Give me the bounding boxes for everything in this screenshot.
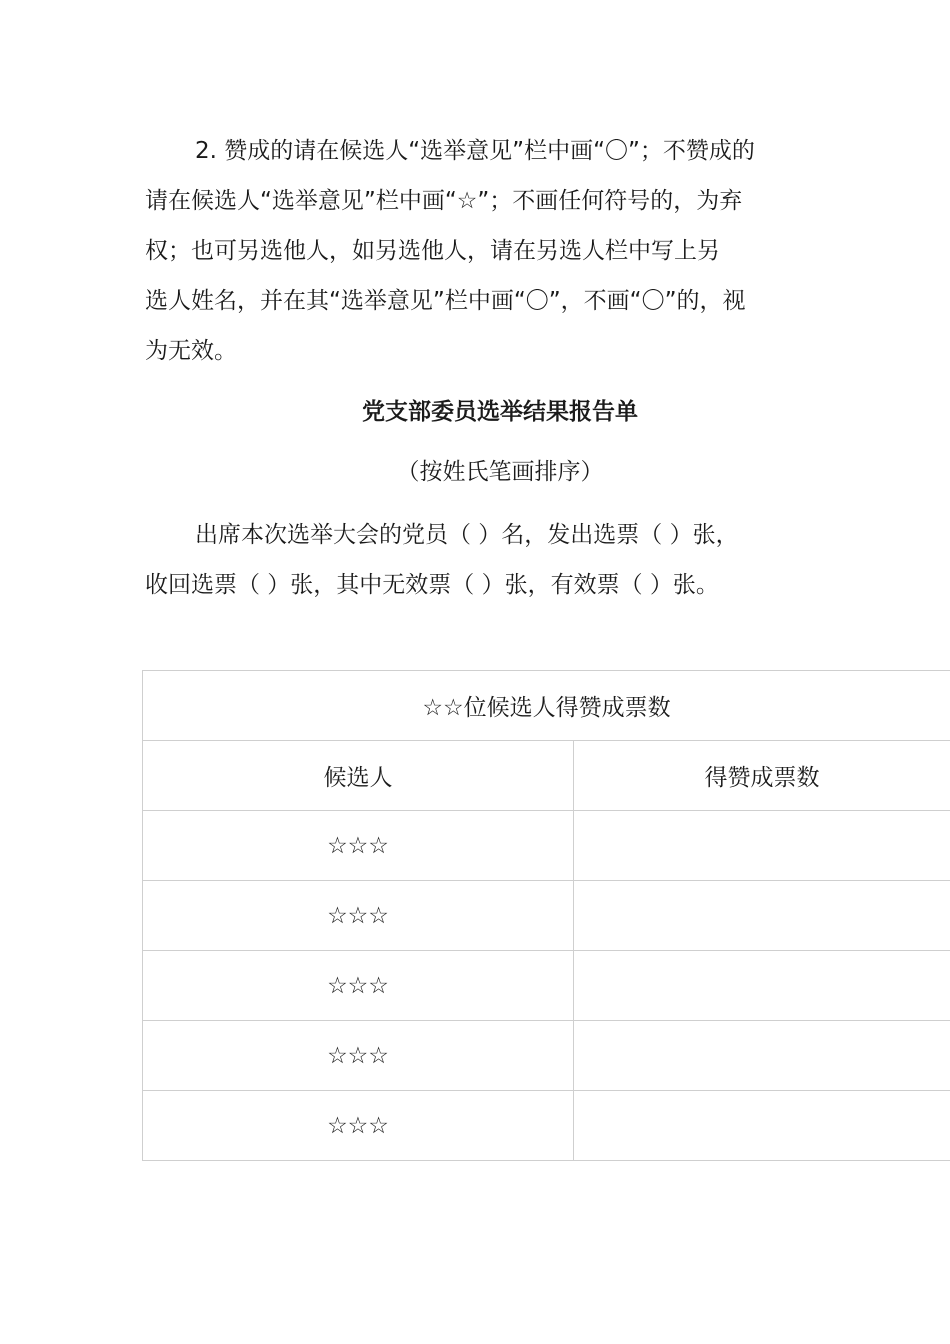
table-row bbox=[143, 1091, 950, 1161]
votes-cell[interactable] bbox=[574, 881, 950, 951]
table-caption-text: ☆☆位候选人得赞成票数 bbox=[422, 695, 671, 721]
votes-cell[interactable] bbox=[574, 1021, 950, 1091]
candidate-cell: ☆☆☆ bbox=[143, 951, 574, 1021]
instruction-line-1: 2. 赞成的请在候选人“选举意见”栏中画“〇”；不赞成的 bbox=[195, 138, 755, 164]
table-row bbox=[143, 1021, 950, 1091]
header-votes: 得赞成票数 bbox=[574, 741, 950, 811]
votes-cell[interactable] bbox=[574, 951, 950, 1021]
instruction-line-2: 请在候选人“选举意见”栏中画“☆”；不画任何符号的，为弃 bbox=[145, 188, 743, 214]
votes-cell[interactable] bbox=[574, 811, 950, 881]
table-caption bbox=[143, 671, 950, 741]
header-candidate: 候选人 bbox=[143, 741, 574, 811]
candidate-cell: ☆☆☆ bbox=[143, 1091, 574, 1161]
table-caption-row bbox=[143, 671, 950, 741]
vote-results-table bbox=[142, 670, 950, 1161]
attendance-line-1: 出席本次选举大会的党员（ ）名，发出选票（ ）张， bbox=[195, 522, 739, 548]
report-subtitle: （按姓氏笔画排序） bbox=[396, 459, 604, 485]
candidate-cell: ☆☆☆ bbox=[143, 811, 574, 881]
votes-cell[interactable] bbox=[574, 1091, 950, 1161]
candidate-cell: ☆☆☆ bbox=[143, 881, 574, 951]
instruction-line-5: 为无效。 bbox=[145, 338, 237, 364]
candidate-cell: ☆☆☆ bbox=[143, 1021, 574, 1091]
instruction-line-3: 权；也可另选他人，如另选他人，请在另选人栏中写上另 bbox=[145, 238, 720, 264]
table-row bbox=[143, 881, 950, 951]
table-row bbox=[143, 811, 950, 881]
instruction-line-4: 选人姓名，并在其“选举意见”栏中画“〇”，不画“〇”的，视 bbox=[145, 288, 746, 314]
attendance-line-2: 收回选票（ ）张，其中无效票（ ）张，有效票（ ）张。 bbox=[145, 572, 719, 598]
report-title: 党支部委员选举结果报告单 bbox=[362, 399, 638, 425]
table-row bbox=[143, 951, 950, 1021]
table-header-row bbox=[143, 741, 950, 811]
